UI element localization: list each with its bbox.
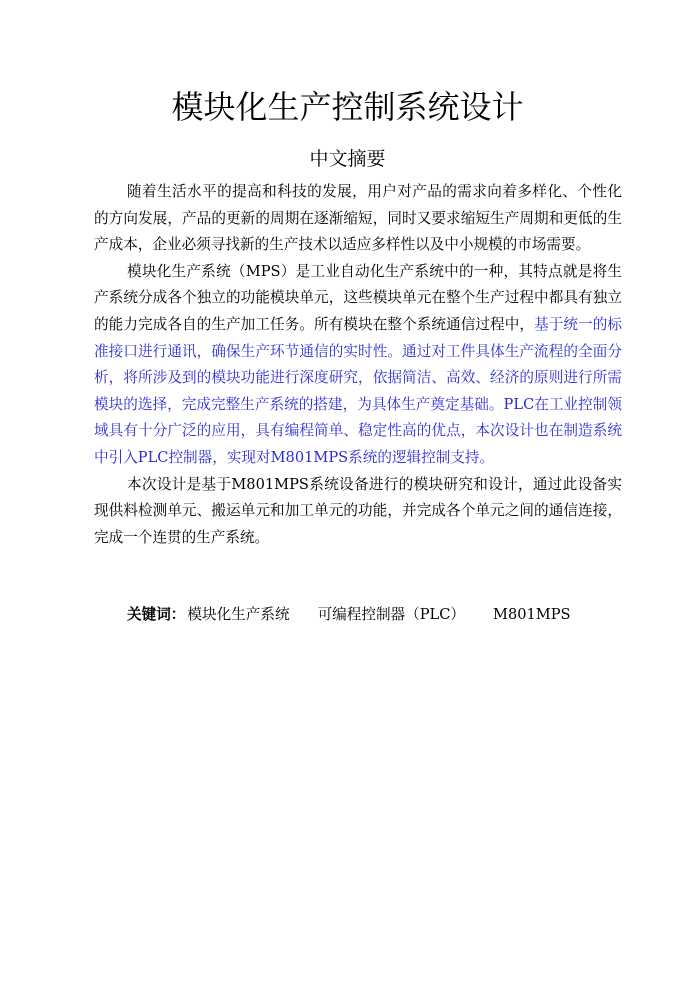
keywords-line [127,602,571,628]
abstract-heading: 中文摘要 [309,148,386,170]
abstract-body [94,179,622,551]
abstract-paragraph-2 [94,259,622,472]
abstract-paragraph-1: 随着生活水平的提高和科技的发展，用户对产品的需求向着多样化、个性化的方向发展，产品的更新的周期在逐渐缩短，同时又要求缩短生产周期和更低的生产成本，企业必须寻找新的生产技术以适应多样性以及中小规模的市场需要。 [94,183,622,254]
page-title: 模块化生产控制系统设计 [171,88,524,126]
keyword-item: M801MPS [493,606,571,623]
abstract-paragraph-3: 本次设计是基于M801MPS系统设备进行的模块研究和设计，通过此设备实现供料检测单元、搬运单元和加工单元的功能，并完成各个单元之间的通信连接，完成一个连贯的生产系统。 [94,475,622,546]
paragraph-2-highlighted-text: 基于统一的标准接口进行通讯，确保生产环节通信的实时性。通过对工件具体生产流程的全面分析，将所涉及到的模块功能进行深度研究，依据简洁、高效、经济的原则进行所需模块的选择，完成完整生产系统的搭建，为具体生产奠定基础。PLC在工业控制领域具有十分广泛的应用，具有编程简单、稳定性高的优点，本次设计也在制造系统中引入PLC控制器，实现对M801MPS系统的逻辑控制支持。 [94,315,622,466]
keywords-label: 关键词： [127,606,186,623]
keyword-item: 可编程控制器（PLC） [317,606,465,623]
paragraph-2-text: 模块化生产系统（MPS）是工业自动化生产系统中的一种，其特点就是将生产系统分成各个独立的功能模块单元，这些模块单元在整个生产过程中都具有独立的能力完成各自的生产加工任务。所有模块在整个系统通信过程中， [94,262,622,333]
keyword-item: 模块化生产系统 [187,606,290,623]
